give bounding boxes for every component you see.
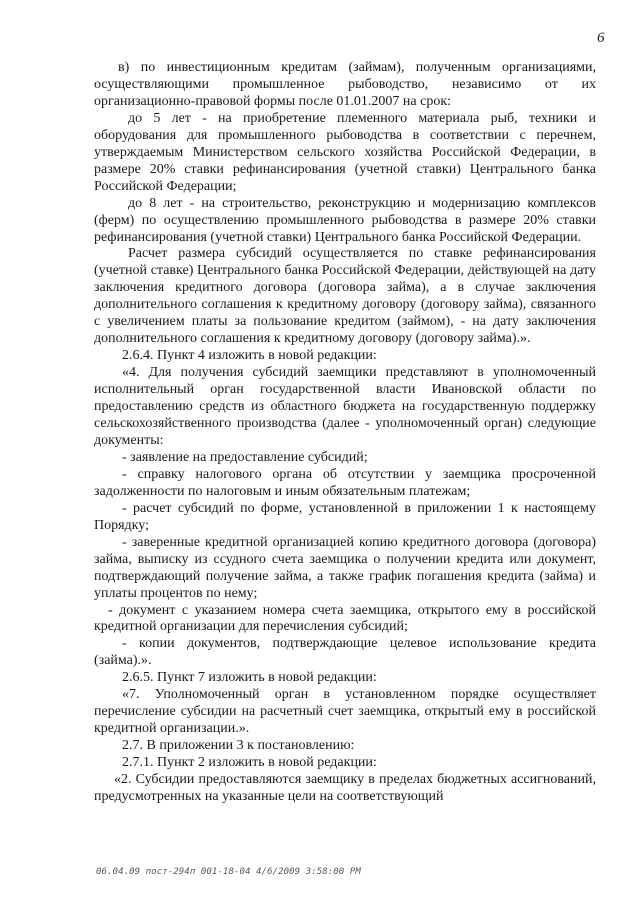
- list-item: - заверенные кредитной организацией копию кредитного договора (договора) займа, выписку из ссудного счета заемщика о получении кредита или документ, подтверждающий получение займа, а также график погашения кредита (займа) и уплаты процентов по нему;: [94, 534, 596, 601]
- list-item: - справку налогового органа об отсутствии у заемщика просроченной задолженности по налоговым и иным обязательным платежам;: [94, 466, 596, 499]
- document-body: [94, 60, 596, 806]
- list-item: - заявление на предоставление субсидий;: [122, 449, 368, 465]
- paragraph: до 5 лет - на приобретение племенного материала рыб, техники и оборудования для промышленного рыбоводства в соответствии с перечнем, утверждаемым Министерством сельского хозяйства Российской Федерации, в размере 20% ставки рефинансирования (учетной ставки) Центрального банка Российской Федерации;: [94, 110, 596, 194]
- list-item: - копии документов, подтверждающие целевое использование кредита (займа).».: [94, 636, 596, 669]
- page-number: 6: [597, 30, 605, 46]
- document-footer: 06.04.09 пост-294п 001-18-04 4/6/2009 3:58:00 PM: [96, 867, 361, 877]
- paragraph: «7. Уполномоченный орган в установленном порядке осуществляет перечисление субсидии на расчетный счет заемщика, открытый ему в российской кредитной организации.».: [94, 687, 596, 737]
- paragraph: «2. Субсидии предоставляются заемщику в пределах бюджетных ассигнований, предусмотренных на указанные цели на соответствующий: [94, 772, 596, 804]
- paragraph: 2.6.5. Пункт 7 изложить в новой редакции:: [122, 670, 377, 686]
- paragraph: до 8 лет - на строительство, реконструкцию и модернизацию комплексов (ферм) по осуществлению промышленного рыбоводства в размере 20% ставки рефинансирования (учетной ставки) Центрального банка Российской Федерации.: [94, 195, 596, 245]
- list-item: - расчет субсидий по форме, установленной в приложении 1 к настоящему Порядку;: [94, 500, 596, 533]
- paragraph: 2.6.4. Пункт 4 изложить в новой редакции:: [122, 348, 377, 364]
- paragraph: Расчет размера субсидий осуществляется по ставке рефинансирования (учетной ставке) Центрального банка Российской Федерации, действующей на дату заключения кредитного договора (договора займа), а в случае заключения дополнительного соглашения к кредитному договору (договору займа), связанного с увеличением платы за пользование кредитом (займом), - на дату заключения дополнительного соглашения к кредитному договору (договору займа).».: [94, 246, 596, 347]
- paragraph: 2.7.1. Пункт 2 изложить в новой редакции:: [122, 755, 377, 771]
- paragraph: «4. Для получения субсидий заемщики представляют в уполномоченный исполнительный орган государственной власти Ивановской области по предоставлению средств из областного бюджета на государственную поддержку сельскохозяйственного производства (далее - уполномоченный орган) следующие документы:: [94, 365, 596, 448]
- paragraph: 2.7. В приложении 3 к постановлению:: [122, 738, 355, 754]
- list-item: - документ с указанием номера счета заемщика, открытого ему в российской кредитной организации для перечисления субсидий;: [94, 602, 596, 635]
- paragraph: в) по инвестиционным кредитам (займам), полученным организациями, осуществляющими промышленное рыбоводство, независимо от их организационно-правовой формы после 01.01.2007 на срок:: [94, 60, 596, 109]
